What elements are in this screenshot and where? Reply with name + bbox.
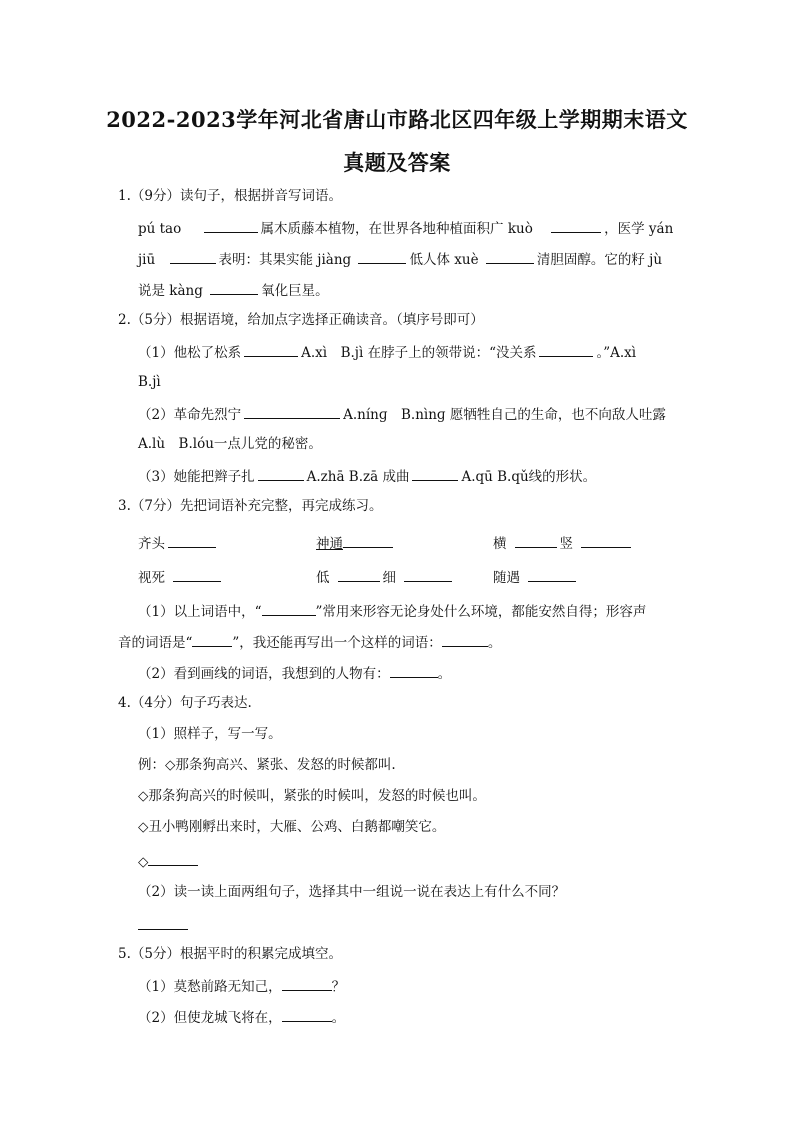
blank[interactable] xyxy=(244,403,340,419)
idiom-1 xyxy=(138,532,219,554)
q1-text: 清胆固醇。它的籽 jù xyxy=(536,252,663,268)
blank[interactable] xyxy=(262,600,316,616)
q5-text: ？ xyxy=(331,979,346,995)
blank[interactable] xyxy=(486,248,534,264)
idiom-4 xyxy=(138,566,224,588)
q1-header: 1.（9分）读句子，根据拼音写词语。 xyxy=(118,188,342,204)
q4-example-3: ◇丑小鸭刚孵出来时，大雁、公鸡、白鹅都嘲笑它。 xyxy=(138,819,446,835)
q3-text: ”常用来形容无论身处什么环境，都能安然自得；形容声 xyxy=(315,604,647,620)
blank[interactable] xyxy=(148,850,198,866)
blank[interactable] xyxy=(210,279,258,295)
q4-sub-2: （2）读一读上面两组句子，选择其中一组说一说在表达上有什么不同？ xyxy=(138,884,566,900)
idiom-text: 细 xyxy=(382,570,396,586)
q1-pinyin-putao: pú tao xyxy=(138,221,182,237)
blank[interactable] xyxy=(282,975,332,991)
q1-line-3 xyxy=(138,279,329,301)
idiom-text: 横 xyxy=(493,536,507,552)
q5-text: （2）但使龙城飞将在， xyxy=(138,1010,282,1026)
blank[interactable] xyxy=(170,248,216,264)
q4-answer-line xyxy=(138,850,198,872)
blank[interactable] xyxy=(343,532,393,548)
idiom-text: 齐头 xyxy=(138,536,165,552)
blank[interactable] xyxy=(442,631,488,647)
blank[interactable] xyxy=(412,465,458,481)
idiom-text: 视死 xyxy=(138,570,165,586)
q2-text: （3）她能把辫子扎 xyxy=(138,469,255,485)
blank[interactable] xyxy=(192,631,232,647)
q4-header: 4.（4分）句子巧表达. xyxy=(118,695,252,711)
idiom-text: 竖 xyxy=(559,536,573,552)
q3-sub-1-line-1 xyxy=(138,600,646,622)
idiom-2 xyxy=(316,532,396,554)
q2-text: 。”A.xì xyxy=(596,345,637,361)
idiom-3 xyxy=(493,532,634,554)
blank[interactable] xyxy=(404,566,452,582)
q2-text: A.zhā B.zā 成曲 xyxy=(306,469,410,485)
blank[interactable] xyxy=(244,341,298,357)
q3-text: 。 xyxy=(487,635,502,651)
q2-line-1 xyxy=(138,341,636,363)
q5-text: （1）莫愁前路无知己， xyxy=(138,979,282,995)
q1-line-2 xyxy=(138,248,662,270)
q3-text: （2）看到画线的词语，我想到的人物有： xyxy=(138,666,390,682)
q1-text: 属木质藤本植物，在世界各地种植面积广 kuò xyxy=(260,221,533,237)
q2-line-3 xyxy=(138,403,666,425)
blank[interactable] xyxy=(338,566,380,582)
q2-text: A.xì B.jì 在脖子上的领带说：“没关系 xyxy=(301,345,537,361)
blank[interactable] xyxy=(581,532,631,548)
blank[interactable] xyxy=(173,566,221,582)
blank[interactable] xyxy=(515,532,557,548)
q5-line-1 xyxy=(138,975,345,997)
q2-line-4: A.lù B.lóu一点儿党的秘密。 xyxy=(138,436,322,452)
q2-text: （1）他松了松系 xyxy=(138,345,242,361)
blank[interactable] xyxy=(551,217,601,233)
q2-line-2: B.jì xyxy=(138,374,161,390)
q2-line-5 xyxy=(138,465,596,487)
q1-text: 表明：其果实能 jiàng xyxy=(218,252,352,268)
q4-example-2: ◇那条狗高兴的时候叫，紧张的时候叫，发怒的时候也叫。 xyxy=(138,788,486,804)
idiom-5 xyxy=(316,566,455,588)
q1-text: 氧化巨星。 xyxy=(261,283,329,299)
q3-sub-1-line-2 xyxy=(118,631,501,653)
idiom-text-underlined: 神通 xyxy=(316,536,343,552)
idiom-text: 随遇 xyxy=(493,570,520,586)
q1-text: 低人体 xuè xyxy=(409,252,479,268)
q1-text: ，医学 yán xyxy=(604,221,674,237)
q3-header: 3.（7分）先把词语补充完整，再完成练习。 xyxy=(118,498,383,514)
q2-text: A.nínɡ B.nìnɡ 愿牺牲自己的生命，也不向敌人吐露 xyxy=(343,407,666,423)
q3-text: 。 xyxy=(437,666,452,682)
blank[interactable] xyxy=(168,532,216,548)
blank[interactable] xyxy=(138,914,188,930)
q3-text: 音的词语是“ xyxy=(118,635,193,651)
q3-text: （1）以上词语中，“ xyxy=(138,604,262,620)
blank[interactable] xyxy=(528,566,576,582)
idiom-text: 低 xyxy=(316,570,330,586)
idiom-6 xyxy=(493,566,579,588)
blank[interactable] xyxy=(358,248,406,264)
blank[interactable] xyxy=(204,217,258,233)
q2-text: A.qū B.qǔ线的形状。 xyxy=(461,469,597,485)
q5-header: 5.（5分）根据平时的积累完成填空。 xyxy=(118,946,342,962)
blank[interactable] xyxy=(390,662,438,678)
diamond-icon: ◇ xyxy=(138,854,149,870)
q2-text: （2）革命先烈宁 xyxy=(138,407,242,423)
q4-example: 例：◇那条狗高兴、紧张、发怒的时候都叫. xyxy=(138,757,396,773)
q1-pinyin-jiu: jiū xyxy=(138,252,156,268)
title-line-2: 真题及答案 xyxy=(343,150,451,175)
q1-text: 说是 kàng xyxy=(138,283,203,299)
q5-line-2 xyxy=(138,1006,345,1028)
q1-line-1 xyxy=(138,217,673,239)
q5-text: 。 xyxy=(331,1010,346,1026)
q4-sub-1: （1）照样子，写一写。 xyxy=(138,726,282,742)
q3-sub-2 xyxy=(138,662,451,684)
blank[interactable] xyxy=(539,341,593,357)
q2-header: 2.（5分）根据语境，给加点字选择正确读音。（填序号即可） xyxy=(118,312,484,328)
q3-text: ”，我还能再写出一个这样的词语： xyxy=(232,635,442,651)
blank[interactable] xyxy=(258,465,304,481)
blank[interactable] xyxy=(282,1006,332,1022)
q4-answer-blank xyxy=(138,914,188,936)
title-line-1: 2022-2023学年河北省唐山市路北区四年级上学期期末语文 xyxy=(106,107,688,132)
